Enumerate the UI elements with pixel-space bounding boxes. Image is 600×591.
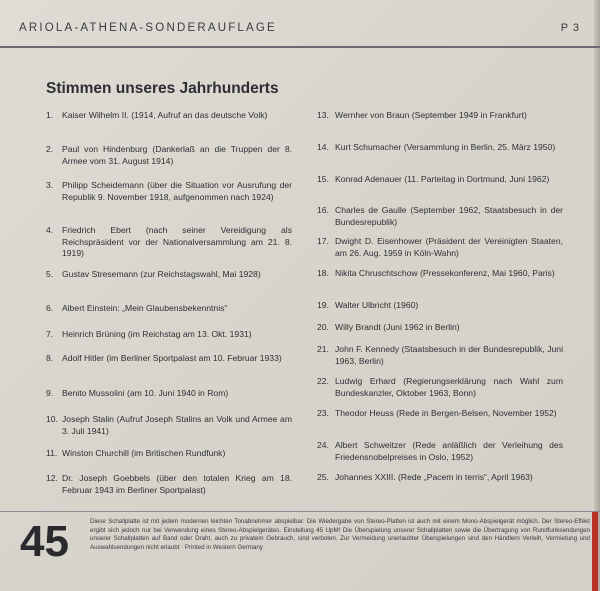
track-title: Dr. Joseph Goebbels (über den totalen Krieg am 18. Februar 1943 im Berliner Sportpalast) [62, 473, 292, 495]
track-title: Winston Churchill (im Britischen Rundfunk) [62, 448, 226, 458]
track-item [317, 174, 563, 186]
album-title: Stimmen unseres Jahrhunderts [46, 80, 279, 97]
red-edge-stripe [592, 512, 598, 591]
track-item [317, 268, 563, 280]
track-item [317, 408, 563, 420]
track-title: Charles de Gaulle (September 1962, Staatsbesuch in der Bundesrepublik) [335, 205, 563, 227]
track-number: 7. [46, 329, 54, 339]
track-number: 17. [317, 236, 329, 246]
track-item [46, 414, 292, 437]
track-item [46, 144, 292, 167]
track-title: Joseph Stalin (Aufruf Joseph Stalins an Volk und Armee am 3. Juli 1941) [62, 414, 292, 436]
sleeve-edge-shadow [594, 0, 600, 591]
track-number: 5. [46, 269, 54, 279]
track-item [317, 142, 563, 154]
track-number: 16. [317, 205, 329, 215]
track-title: Kaiser Wilhelm II. (1914, Aufruf an das deutsche Volk) [62, 110, 268, 120]
track-item [46, 303, 292, 315]
speed-label: 45 [20, 517, 69, 566]
publisher-title: ARIOLA-ATHENA-SONDERAUFLAGE [19, 22, 277, 34]
track-item [46, 388, 292, 400]
legal-notice: Diese Schallplatte ist mit jedem modernen leichten Tonabnehmer abspielbar. Die Wiedergabe von Stereo-Platten ist auch mit einem Mono-Abspielgerät möglich. Der Stereo-Effekt ergibt sich jedoch nur bei Verwendung eines Stereo-Abspielgerätes. Einstellung 45 UpM! Die Überspielung unserer Schallplatten sowie die Übertragung von Rundfunksendungen unserer Schallplatten auf Band oder Draht, auch zu privatem Gebrauch, sind verboten. Zur Vermeidung unerlaubter Überspielungen sind den Händlern Verleih, Vermietung und Auswahlsendungen nicht erlaubt · Printed in Western Germany [90, 518, 590, 551]
footer-divider [0, 511, 600, 512]
track-item [317, 376, 563, 399]
track-number: 11. [46, 448, 58, 458]
track-number: 4. [46, 225, 54, 235]
track-title: John F. Kennedy (Staatsbesuch in der Bundesrepublik, Juni 1963, Berlin) [335, 344, 563, 366]
track-item [46, 353, 292, 365]
track-title: Theodor Heuss (Rede in Bergen-Belsen, November 1952) [335, 408, 557, 418]
track-title: Benito Mussolini (am 10. Juni 1940 in Rom) [62, 388, 229, 398]
track-number: 19. [317, 300, 329, 310]
track-item [317, 236, 563, 259]
track-item [317, 440, 563, 463]
track-title: Albert Einstein: „Mein Glaubensbekenntnis“ [62, 303, 228, 313]
track-item [46, 110, 292, 122]
track-number: 18. [317, 268, 329, 278]
track-title: Wernher von Braun (September 1949 in Frankfurt) [335, 110, 527, 120]
track-title: Heinrich Brüning (im Reichstag am 13. Okt. 1931) [62, 329, 252, 339]
track-item [317, 344, 563, 367]
track-item [317, 300, 563, 312]
track-number: 21. [317, 344, 329, 354]
track-number: 6. [46, 303, 54, 313]
track-title: Konrad Adenauer (11. Parteitag in Dortmund, Juni 1962) [335, 174, 550, 184]
track-item [46, 225, 292, 260]
track-number: 13. [317, 110, 329, 120]
track-item [317, 322, 563, 334]
track-item [46, 448, 292, 460]
track-item [317, 110, 563, 122]
track-title: Philipp Scheidemann (über die Situation vor Ausrufung der Republik 9. November 1918, aufgenommen nach 1924) [62, 180, 292, 202]
track-number: 3. [46, 180, 54, 190]
track-number: 2. [46, 144, 54, 154]
track-item [317, 205, 563, 228]
track-title: Adolf Hitler (im Berliner Sportpalast am 10. Februar 1933) [62, 353, 282, 363]
track-title: Walter Ulbricht (1960) [335, 300, 419, 310]
track-title: Gustav Stresemann (zur Reichstagswahl, Mai 1928) [62, 269, 261, 279]
track-number: 1. [46, 110, 54, 120]
track-title: Albert Schweitzer (Rede anläßlich der Verleihung des Friedensnobelpreises in Oslo, 1952) [335, 440, 563, 462]
track-number: 9. [46, 388, 54, 398]
track-title: Friedrich Ebert (nach seiner Vereidigung als Reichspräsident vor der Nationalversammlung am 21. 8. 1919) [62, 225, 292, 258]
track-item [46, 180, 292, 203]
header-divider [0, 46, 600, 48]
track-title: Kurt Schumacher (Versammlung in Berlin, 25. März 1950) [335, 142, 556, 152]
track-number: 15. [317, 174, 329, 184]
track-title: Ludwig Erhard (Regierungserklärung nach Wahl zum Bundeskanzler, Oktober 1963, Bonn) [335, 376, 563, 398]
track-title: Dwight D. Eisenhower (Präsident der Vereinigten Staaten, am 26. Aug. 1959 in Köln-Wahn) [335, 236, 563, 258]
track-item [46, 473, 292, 496]
track-number: 25. [317, 472, 329, 482]
track-title: Willy Brandt (Juni 1962 in Berlin) [335, 322, 460, 332]
track-number: 24. [317, 440, 329, 450]
track-number: 23. [317, 408, 329, 418]
track-item [46, 269, 292, 281]
track-item [46, 329, 292, 341]
track-number: 22. [317, 376, 329, 386]
catalog-code: P 3 [560, 22, 580, 34]
track-title: Paul von Hindenburg (Dankerlaß an die Truppen der 8. Armee vom 31. August 1914) [62, 144, 292, 166]
track-number: 8. [46, 353, 54, 363]
track-title: Nikita Chruschtschow (Pressekonferenz, Mai 1960, Paris) [335, 268, 555, 278]
track-number: 20. [317, 322, 329, 332]
track-number: 10. [46, 414, 58, 424]
track-number: 14. [317, 142, 329, 152]
track-item [317, 472, 563, 484]
track-title: Johannes XXIII. (Rede „Pacem in terris“, April 1963) [335, 472, 533, 482]
track-number: 12. [46, 473, 58, 483]
